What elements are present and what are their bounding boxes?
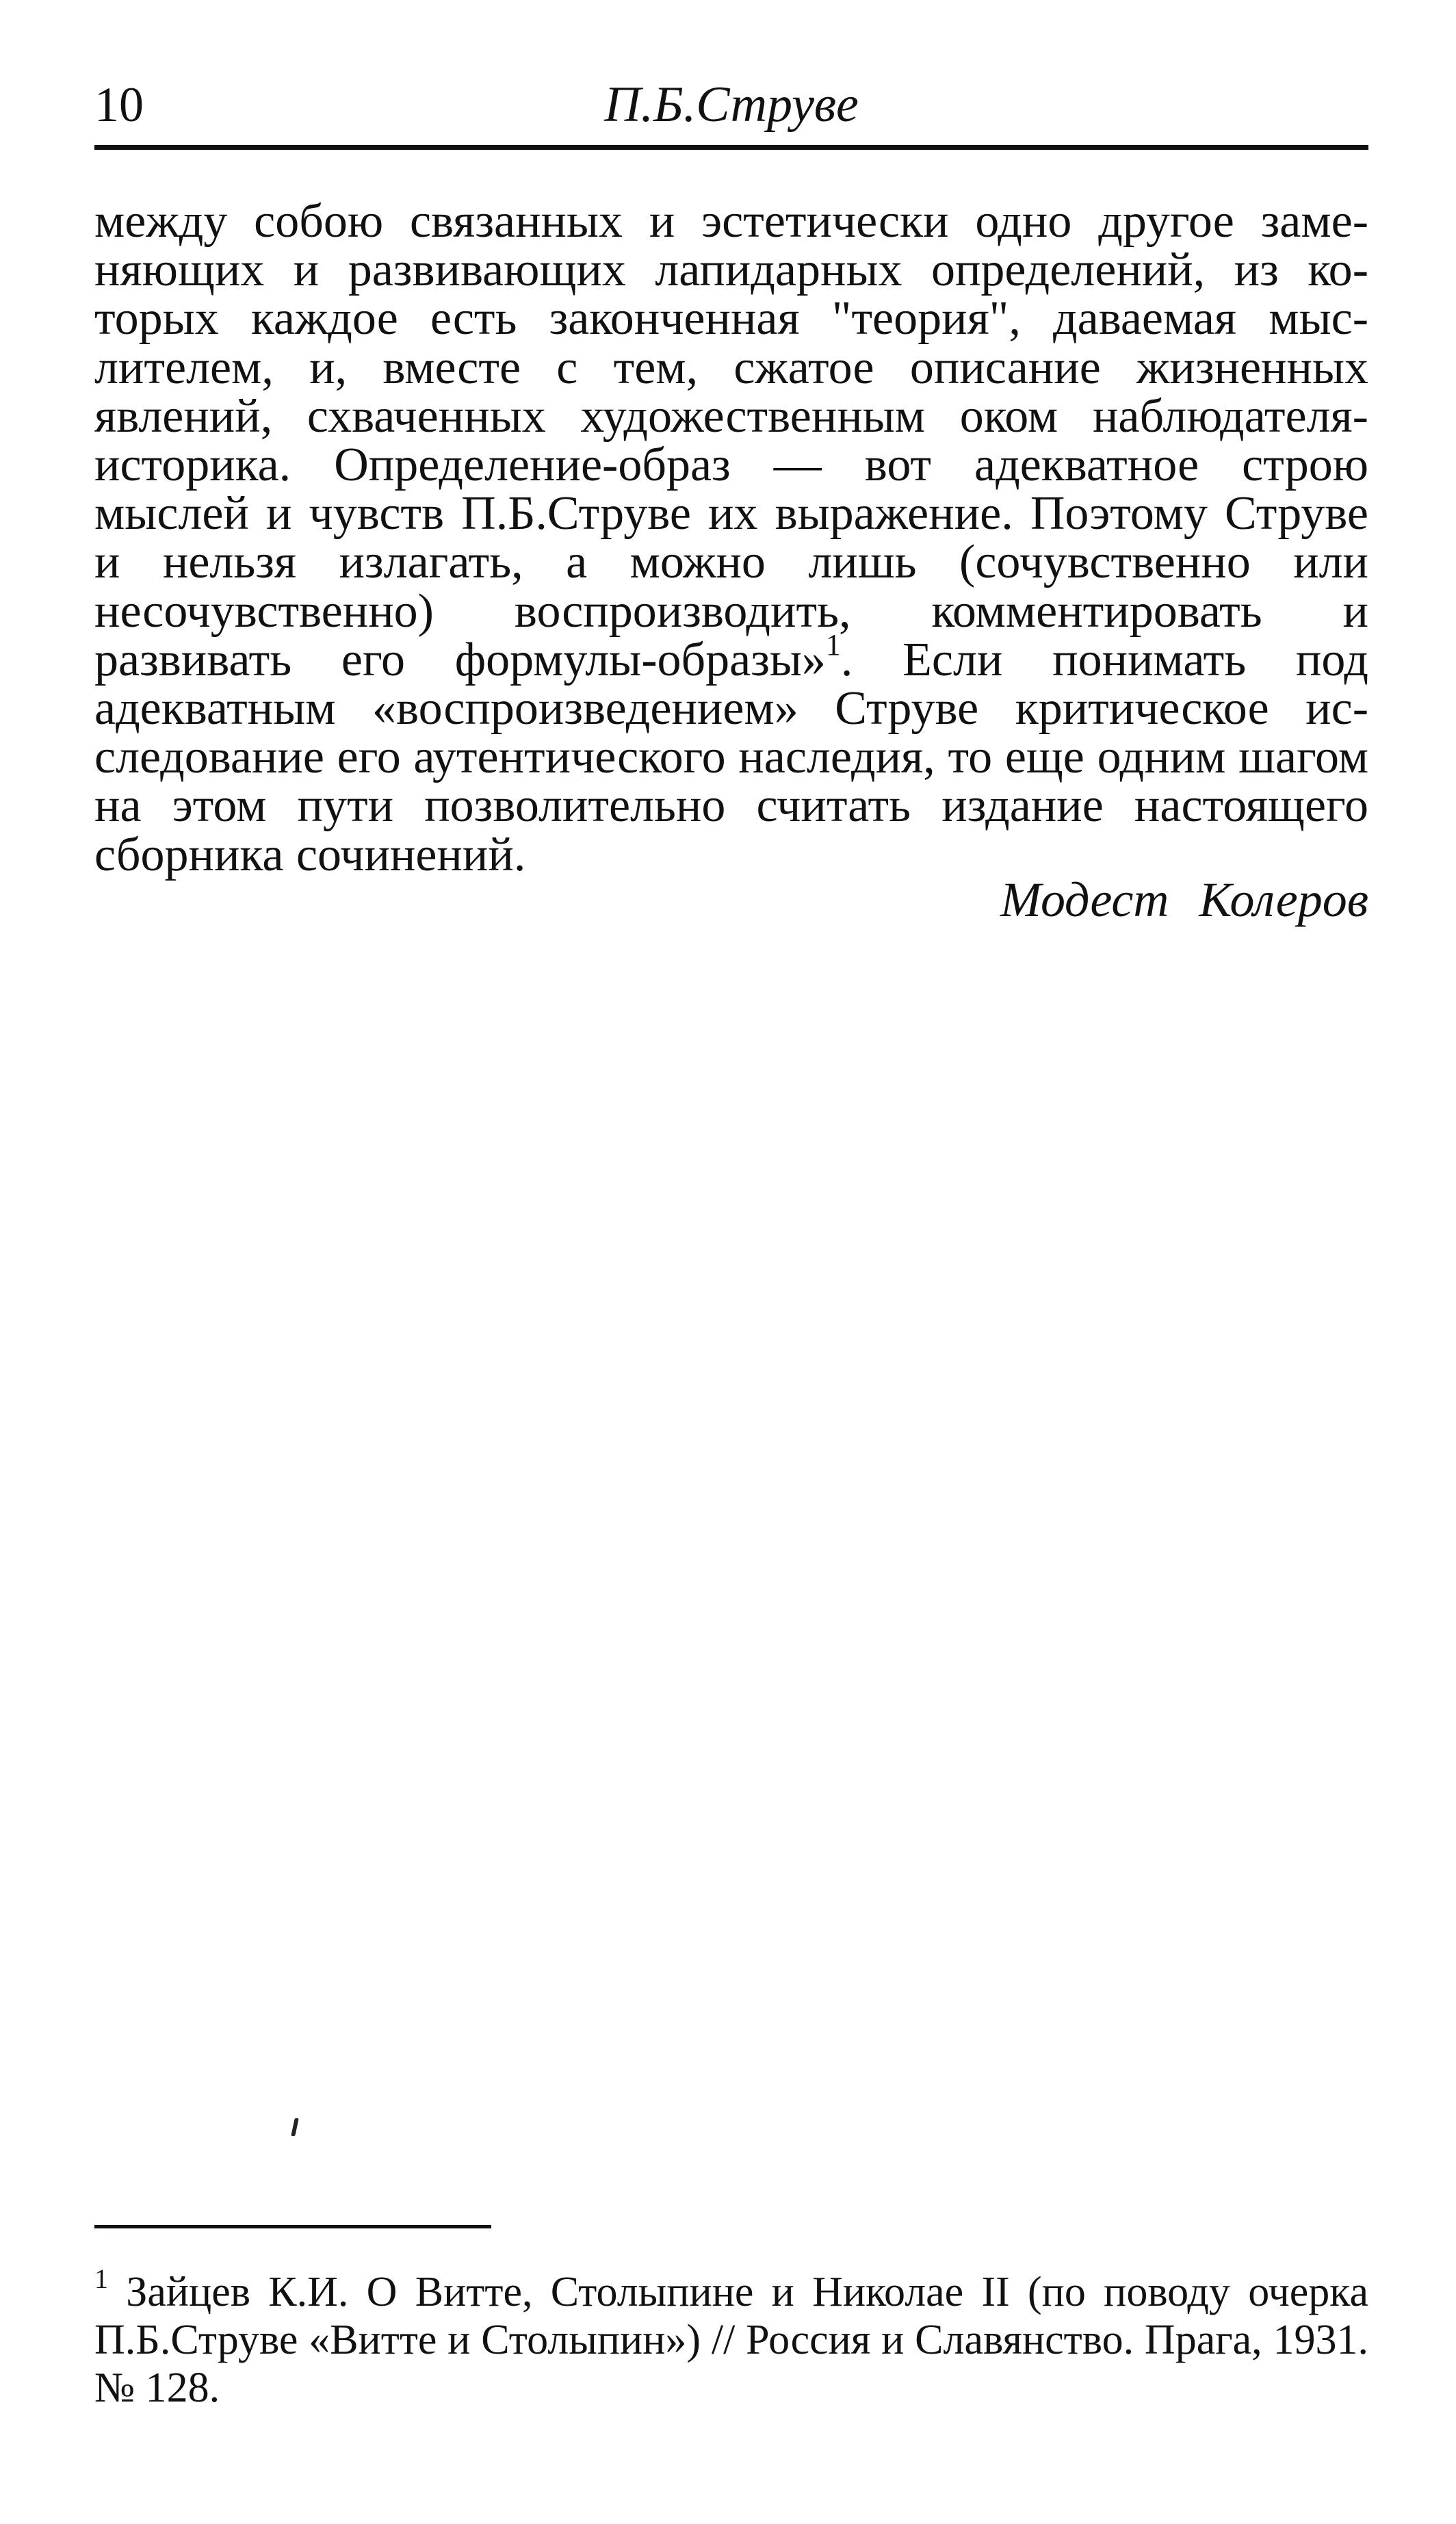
footnote-marker: 1	[94, 2263, 108, 2295]
body-text-part-2: . Если понимать под адекватным «воспроизведением» Струве критическое исследование его аутентического наследия, то еще одним шагом на этом пути позволительно считать издание настоящего сборника сочинений.	[94, 633, 1368, 881]
body-text-part-1: между собою связанных и эстетически одно другое заменяющих и развивающих лапидарных определений, из которых каждое есть законченная "теория", даваемая мыслителем, и, вместе с тем, сжатое описание жизненных явлений, схваченных художественным оком наблюдателя-историка. Определение-образ — вот адекватное строю мыслей и чувств П.Б.Струве их выражение. Поэтому Струве и нельзя излагать, а можно лишь (сочувственно или несочувственно) воспроизводить, комментировать и развивать его формулы-образы»	[94, 195, 1368, 686]
footnote-text: Зайцев К.И. О Витте, Столыпине и Николае II (по поводу очерка П.Б.Струве «Витте и Столыпин») // Россия и Славянство. Прага, 1931. № 128.	[94, 2269, 1368, 2411]
body-text	[94, 197, 1368, 879]
header-rule	[94, 145, 1368, 150]
footnote	[94, 2263, 1368, 2412]
stray-print-mark	[291, 2118, 299, 2136]
author-signature: Модест Колеров	[1000, 872, 1368, 927]
footnote-reference: 1	[825, 627, 841, 662]
footnote-paragraph	[94, 2263, 1368, 2412]
page-number: 10	[94, 77, 144, 132]
page-header	[94, 67, 1368, 142]
body-paragraph	[94, 197, 1368, 879]
running-title: П.Б.Струве	[604, 77, 859, 133]
footnote-rule	[94, 2225, 491, 2228]
